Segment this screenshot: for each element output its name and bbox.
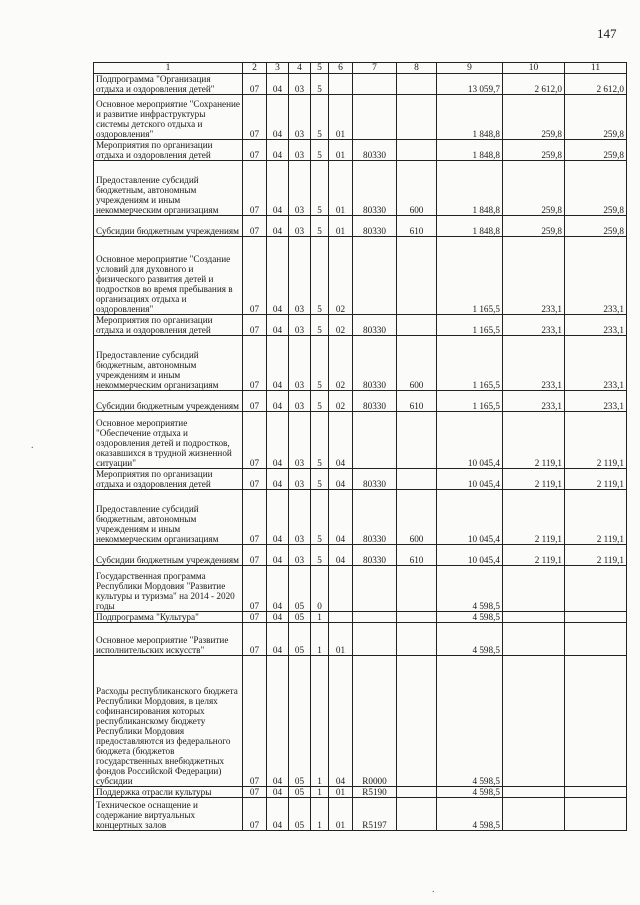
table-cell xyxy=(503,623,565,656)
table-cell: 600 xyxy=(397,336,437,391)
table-row xyxy=(94,798,627,831)
table-row xyxy=(94,490,627,545)
row-name-cell: Государственная программа Республики Мордовия "Развитие культуры и туризма" на 2014 - 2020 годы xyxy=(94,566,243,612)
table-cell: R0000 xyxy=(353,656,397,787)
table-cell: 259,8 xyxy=(565,161,627,216)
column-header: 2 xyxy=(243,63,267,74)
table-cell xyxy=(397,612,437,623)
table-cell: 07 xyxy=(243,140,267,161)
table-cell: 5 xyxy=(311,336,329,391)
table-cell: 600 xyxy=(397,490,437,545)
table-cell xyxy=(329,566,353,612)
table-cell xyxy=(397,566,437,612)
table-cell: 1 xyxy=(311,798,329,831)
table-cell xyxy=(353,412,397,469)
table-cell xyxy=(397,469,437,490)
margin-mark: . xyxy=(31,440,34,451)
table-cell xyxy=(397,412,437,469)
table-row xyxy=(94,412,627,469)
table-cell: 600 xyxy=(397,161,437,216)
table-cell: 05 xyxy=(289,787,311,798)
table-cell: 5 xyxy=(311,140,329,161)
table-cell: 03 xyxy=(289,140,311,161)
table-row xyxy=(94,216,627,237)
table-cell: 02 xyxy=(329,391,353,412)
table-cell xyxy=(397,74,437,95)
table-cell: 233,1 xyxy=(565,315,627,336)
table-cell: 4 598,5 xyxy=(437,787,503,798)
table-cell: 2 612,0 xyxy=(503,74,565,95)
table-cell: 2 119,1 xyxy=(565,469,627,490)
table-cell xyxy=(565,612,627,623)
table-row xyxy=(94,95,627,140)
table-cell: 1 165,5 xyxy=(437,391,503,412)
table-cell xyxy=(329,612,353,623)
table-cell: 4 598,5 xyxy=(437,623,503,656)
table-cell: 5 xyxy=(311,315,329,336)
row-name-cell: Предоставление субсидий бюджетным, автономным учреждениям и иным некоммерческим организациям xyxy=(94,336,243,391)
column-header: 3 xyxy=(267,63,289,74)
table-cell: 01 xyxy=(329,798,353,831)
table-cell: 1 165,5 xyxy=(437,315,503,336)
table-cell: 80330 xyxy=(353,216,397,237)
row-name-cell: Мероприятия по организации отдыха и оздоровления детей xyxy=(94,140,243,161)
table-cell: 07 xyxy=(243,315,267,336)
table-cell: 05 xyxy=(289,798,311,831)
table-cell: 05 xyxy=(289,612,311,623)
table-cell: 04 xyxy=(267,412,289,469)
table-cell: 05 xyxy=(289,623,311,656)
column-header: 9 xyxy=(437,63,503,74)
table-cell xyxy=(565,787,627,798)
table-cell: 07 xyxy=(243,612,267,623)
table-cell: 2 119,1 xyxy=(565,490,627,545)
column-header: 11 xyxy=(565,63,627,74)
column-header: 1 xyxy=(94,63,243,74)
table-cell: 05 xyxy=(289,566,311,612)
table-cell: 07 xyxy=(243,566,267,612)
table-cell: 07 xyxy=(243,391,267,412)
row-name-cell: Субсидии бюджетным учреждениям xyxy=(94,545,243,566)
table-row xyxy=(94,469,627,490)
table-cell: 5 xyxy=(311,469,329,490)
table-cell xyxy=(353,612,397,623)
table-cell xyxy=(397,787,437,798)
table-cell: 259,8 xyxy=(503,161,565,216)
table-cell: 2 119,1 xyxy=(565,545,627,566)
row-name-cell: Основное мероприятие "Развитие исполнительских искусств" xyxy=(94,623,243,656)
row-name-cell: Основное мероприятие "Сохранение и развитие инфраструктуры системы детского отдыха и оздоровления" xyxy=(94,95,243,140)
table-cell: 4 598,5 xyxy=(437,566,503,612)
table-cell: 2 119,1 xyxy=(503,490,565,545)
table-row xyxy=(94,140,627,161)
table-cell xyxy=(397,315,437,336)
table-cell: 04 xyxy=(267,161,289,216)
table-cell: 07 xyxy=(243,656,267,787)
table-cell: 04 xyxy=(267,237,289,315)
table-row xyxy=(94,623,627,656)
table-cell: 03 xyxy=(289,545,311,566)
table-cell xyxy=(353,237,397,315)
table-cell: 259,8 xyxy=(565,140,627,161)
table-cell xyxy=(565,798,627,831)
table-row xyxy=(94,612,627,623)
table-cell: 610 xyxy=(397,391,437,412)
table-cell: 1 848,8 xyxy=(437,161,503,216)
table-cell: 04 xyxy=(267,566,289,612)
table-cell: 1 xyxy=(311,623,329,656)
row-name-cell: Мероприятия по организации отдыха и оздоровления детей xyxy=(94,315,243,336)
row-name-cell: Расходы республиканского бюджета Республики Мордовия, в целях софинансирования которых республиканскому бюджету Республики Мордовия предоставляются из федерального бюджета (бюджетов государственных внебюджетных фондов Российской Федерации) субсидии xyxy=(94,656,243,787)
table-row xyxy=(94,566,627,612)
table-cell xyxy=(503,798,565,831)
table-cell: 5 xyxy=(311,216,329,237)
table-cell: 233,1 xyxy=(503,336,565,391)
table-cell: 233,1 xyxy=(503,391,565,412)
page-number: 147 xyxy=(597,26,617,41)
table-cell xyxy=(503,656,565,787)
table-cell: 03 xyxy=(289,412,311,469)
table-cell: 03 xyxy=(289,469,311,490)
table-cell xyxy=(503,787,565,798)
table-cell: 5 xyxy=(311,95,329,140)
table-cell: 04 xyxy=(329,469,353,490)
table-cell: 610 xyxy=(397,216,437,237)
table-cell: 02 xyxy=(329,237,353,315)
table-cell: 04 xyxy=(267,469,289,490)
table-row xyxy=(94,545,627,566)
table-cell: 01 xyxy=(329,161,353,216)
table-row xyxy=(94,336,627,391)
table-cell: 259,8 xyxy=(565,216,627,237)
table-cell: 1 848,8 xyxy=(437,216,503,237)
table-cell: 04 xyxy=(267,798,289,831)
table-cell: 0 xyxy=(311,566,329,612)
row-name-cell: Субсидии бюджетным учреждениям xyxy=(94,391,243,412)
table-cell: 610 xyxy=(397,545,437,566)
table-cell: 03 xyxy=(289,490,311,545)
table-cell: 2 119,1 xyxy=(565,412,627,469)
table-cell: 03 xyxy=(289,95,311,140)
table-cell: 03 xyxy=(289,315,311,336)
table-cell: 04 xyxy=(267,391,289,412)
table-cell: 80330 xyxy=(353,315,397,336)
table-cell: 5 xyxy=(311,412,329,469)
table-cell: 4 598,5 xyxy=(437,656,503,787)
row-name-cell: Предоставление субсидий бюджетным, автономным учреждениям и иным некоммерческим организациям xyxy=(94,490,243,545)
table-cell xyxy=(353,95,397,140)
table-cell xyxy=(503,566,565,612)
table-cell xyxy=(353,623,397,656)
table-cell: 07 xyxy=(243,237,267,315)
table-cell xyxy=(353,74,397,95)
table-row xyxy=(94,74,627,95)
table-cell xyxy=(329,74,353,95)
table-cell: 04 xyxy=(329,656,353,787)
column-header: 7 xyxy=(353,63,397,74)
table-cell: 03 xyxy=(289,336,311,391)
table-cell: R5197 xyxy=(353,798,397,831)
table-cell: 04 xyxy=(267,656,289,787)
table-cell: 2 119,1 xyxy=(503,545,565,566)
table-cell xyxy=(353,566,397,612)
table-row xyxy=(94,787,627,798)
table-body xyxy=(94,74,627,831)
row-name-cell: Подпрограмма "Организация отдыха и оздоровления детей" xyxy=(94,74,243,95)
row-name-cell: Основное мероприятие "Создание условий для духовного и физического развития детей и подростков во время пребывания в организациях отдыха и оздоровления" xyxy=(94,237,243,315)
column-header: 10 xyxy=(503,63,565,74)
table-cell: 04 xyxy=(267,490,289,545)
scan-dot: . xyxy=(432,884,435,895)
table-cell: 04 xyxy=(329,412,353,469)
table-cell: 04 xyxy=(267,336,289,391)
table-cell: 03 xyxy=(289,161,311,216)
table-cell: 2 119,1 xyxy=(503,412,565,469)
table-cell: 01 xyxy=(329,140,353,161)
table-cell: 2 612,0 xyxy=(565,74,627,95)
table-cell: 233,1 xyxy=(503,315,565,336)
row-name-cell: Предоставление субсидий бюджетным, автономным учреждениям и иным некоммерческим организациям xyxy=(94,161,243,216)
table-cell: 5 xyxy=(311,391,329,412)
table-cell: 233,1 xyxy=(565,391,627,412)
table-cell: 03 xyxy=(289,391,311,412)
table-cell: 1 xyxy=(311,612,329,623)
table-cell: 80330 xyxy=(353,545,397,566)
table-cell: 07 xyxy=(243,216,267,237)
table-cell: 04 xyxy=(267,545,289,566)
table-cell: 5 xyxy=(311,161,329,216)
table-cell: 5 xyxy=(311,74,329,95)
table-cell: 233,1 xyxy=(565,336,627,391)
table-cell xyxy=(397,798,437,831)
table-cell: 1 xyxy=(311,787,329,798)
row-name-cell: Поддержка отрасли культуры xyxy=(94,787,243,798)
table-cell: 07 xyxy=(243,798,267,831)
table-cell xyxy=(397,95,437,140)
header-row xyxy=(94,63,627,74)
table-cell: 80330 xyxy=(353,391,397,412)
table-row xyxy=(94,237,627,315)
table-cell xyxy=(565,656,627,787)
table-cell: 259,8 xyxy=(503,216,565,237)
table-cell: 259,8 xyxy=(503,140,565,161)
table-cell: 03 xyxy=(289,74,311,95)
table-cell: 233,1 xyxy=(503,237,565,315)
table-cell: 5 xyxy=(311,545,329,566)
table-cell: 4 598,5 xyxy=(437,798,503,831)
table-cell: 1 165,5 xyxy=(437,237,503,315)
table-cell: 05 xyxy=(289,656,311,787)
column-header: 8 xyxy=(397,63,437,74)
table-cell: 5 xyxy=(311,490,329,545)
table-cell xyxy=(565,623,627,656)
table-cell: 03 xyxy=(289,237,311,315)
table-cell: 03 xyxy=(289,216,311,237)
table-cell: 04 xyxy=(329,490,353,545)
table-cell: 1 165,5 xyxy=(437,336,503,391)
column-header: 6 xyxy=(329,63,353,74)
table-cell: 10 045,4 xyxy=(437,490,503,545)
table-cell: 4 598,5 xyxy=(437,612,503,623)
table-row xyxy=(94,656,627,787)
table-cell: 233,1 xyxy=(565,237,627,315)
row-name-cell: Субсидии бюджетным учреждениям xyxy=(94,216,243,237)
table-cell: 04 xyxy=(267,95,289,140)
table-cell: 80330 xyxy=(353,161,397,216)
table-cell: 04 xyxy=(267,140,289,161)
table-cell: 5 xyxy=(311,237,329,315)
table-cell: 07 xyxy=(243,336,267,391)
table-cell: 04 xyxy=(267,315,289,336)
row-name-cell: Мероприятия по организации отдыха и оздоровления детей xyxy=(94,469,243,490)
table-cell: 07 xyxy=(243,545,267,566)
table-cell xyxy=(397,237,437,315)
table-cell: 07 xyxy=(243,787,267,798)
table-cell: 07 xyxy=(243,412,267,469)
row-name-cell: Техническое оснащение и содержание виртуальных концертных залов xyxy=(94,798,243,831)
table-cell: 04 xyxy=(267,787,289,798)
table-cell: 07 xyxy=(243,469,267,490)
column-header: 4 xyxy=(289,63,311,74)
table-cell: 80330 xyxy=(353,490,397,545)
table-cell xyxy=(397,140,437,161)
column-header: 5 xyxy=(311,63,329,74)
table-cell: 04 xyxy=(267,74,289,95)
table-cell xyxy=(565,566,627,612)
table-cell: 10 045,4 xyxy=(437,545,503,566)
table-row xyxy=(94,391,627,412)
row-name-cell: Подпрограмма "Культура" xyxy=(94,612,243,623)
table-cell: 10 045,4 xyxy=(437,412,503,469)
table-cell: 07 xyxy=(243,490,267,545)
table-cell xyxy=(503,612,565,623)
table-cell: 80330 xyxy=(353,469,397,490)
table-cell: 1 xyxy=(311,656,329,787)
table-cell xyxy=(397,656,437,787)
table-cell: 02 xyxy=(329,336,353,391)
table-cell: 07 xyxy=(243,161,267,216)
row-name-cell: Основное мероприятие "Обеспечение отдыха и оздоровления детей и подростков, оказавшихся в трудной жизненной ситуации" xyxy=(94,412,243,469)
table-cell: 1 848,8 xyxy=(437,95,503,140)
table-cell: 02 xyxy=(329,315,353,336)
table-cell: 01 xyxy=(329,787,353,798)
table-cell: R5190 xyxy=(353,787,397,798)
table-row xyxy=(94,315,627,336)
table-cell: 01 xyxy=(329,95,353,140)
table-cell: 13 059,7 xyxy=(437,74,503,95)
budget-table xyxy=(93,62,627,831)
table-cell: 259,8 xyxy=(503,95,565,140)
table-cell: 1 848,8 xyxy=(437,140,503,161)
table-cell: 04 xyxy=(267,216,289,237)
table-cell: 01 xyxy=(329,216,353,237)
table-cell: 07 xyxy=(243,95,267,140)
table-cell xyxy=(397,623,437,656)
table-cell: 80330 xyxy=(353,336,397,391)
table-cell: 07 xyxy=(243,623,267,656)
table-cell: 01 xyxy=(329,623,353,656)
table-cell: 2 119,1 xyxy=(503,469,565,490)
table-row xyxy=(94,161,627,216)
table-cell: 07 xyxy=(243,74,267,95)
table-cell: 04 xyxy=(267,612,289,623)
table-cell: 259,8 xyxy=(565,95,627,140)
table-cell: 04 xyxy=(267,623,289,656)
table-cell: 04 xyxy=(329,545,353,566)
table-cell: 80330 xyxy=(353,140,397,161)
table-cell: 10 045,4 xyxy=(437,469,503,490)
